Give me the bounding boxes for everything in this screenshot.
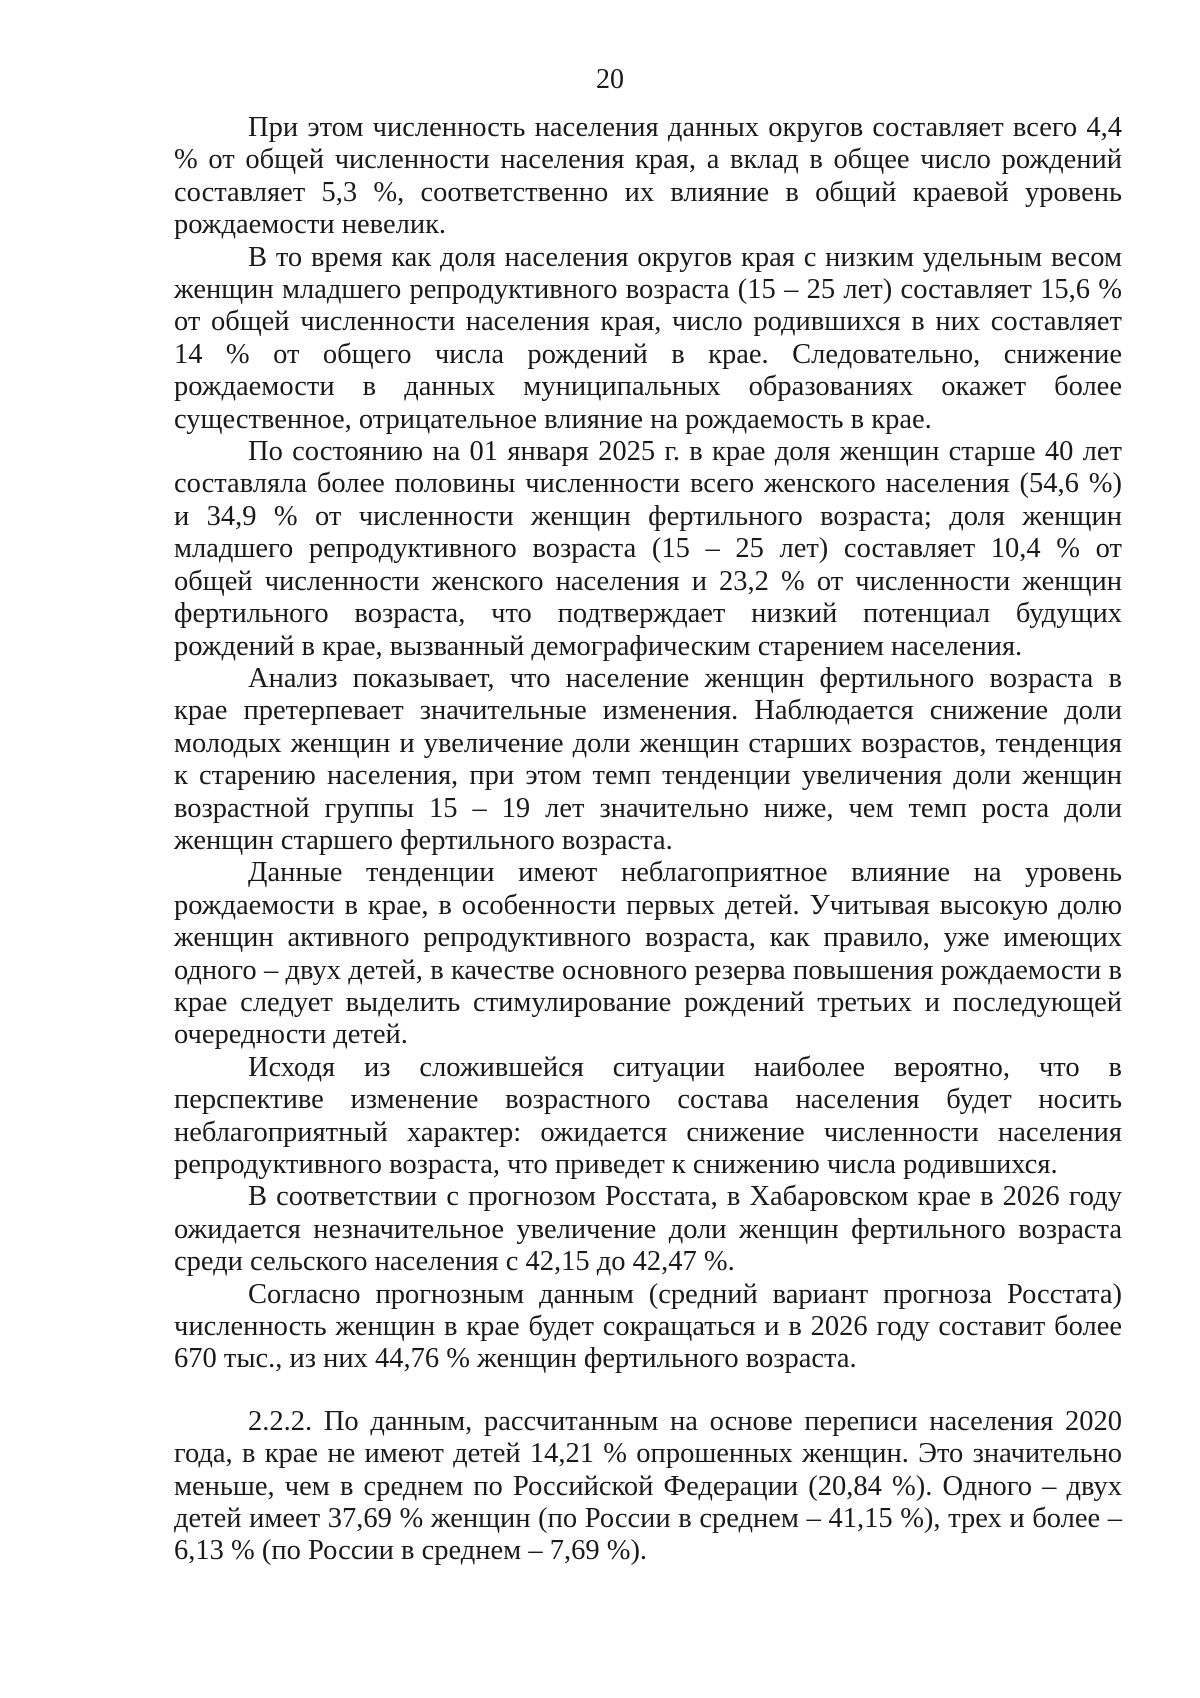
document-body [174, 112, 1122, 1568]
paragraph-3: По состоянию на 01 января 2025 г. в крае доля женщин старше 40 лет составляла более половины численности всего женского населения (54,6 %) и 34,9 % от численности женщин фертильного возраста; доля женщин младшего репродуктивного возраста (15 – 25 лет) составляет 10,4 % от общей численности женского населения и 23,2 % от численности женщин фертильного возраста, что подтверждает низкий потенциал будущих рождений в крае, вызванный демографическим старением населения. [174, 436, 1122, 662]
paragraph-8: Согласно прогнозным данным (средний вариант прогноза Росстата) численность женщин в крае будет сокращаться и в 2026 году составит более 670 тыс., из них 44,76 % женщин фертильного возраста. [174, 1278, 1122, 1375]
paragraph-2: В то время как доля населения округов края с низким удельным весом женщин младшего репродуктивного возраста (15 – 25 лет) составляет 15,6 % от общей численности населения края, число родившихся в них составляет 14 % от общего числа рождений в крае. Следовательно, снижение рождаемости в данных муниципальных образованиях окажет более существенное, отрицательное влияние на рождаемость в крае. [174, 241, 1122, 435]
paragraph-1: При этом численность населения данных округов составляет всего 4,4 % от общей численности населения края, а вклад в общее число рождений составляет 5,3 %, соответственно их влияние в общий краевой уровень рождаемости невелик. [174, 112, 1122, 241]
paragraph-6: Исходя из сложившейся ситуации наиболее вероятно, что в перспективе изменение возрастного состава населения будет носить неблагоприятный характер: ожидается снижение численности населения репродуктивного возраста, что приведет к снижению числа родившихся. [174, 1051, 1122, 1180]
section-paragraph-2-2-2: 2.2.2. По данным, рассчитанным на основе переписи населения 2020 года, в крае не имеют детей 14,21 % опрошенных женщин. Это значительно меньше, чем в среднем по Российской Федерации (20,84 %). Одного – двух детей имеет 37,69 % женщин (по России в среднем – 41,15 %), трех и более – 6,13 % (по России в среднем – 7,69 %). [174, 1405, 1122, 1567]
paragraph-7: В соответствии с прогнозом Росстата, в Хабаровском крае в 2026 году ожидается незначительное увеличение доли женщин фертильного возраста среди сельского населения с 42,15 до 42,47 %. [174, 1181, 1122, 1278]
paragraph-4: Анализ показывает, что население женщин фертильного возраста в крае претерпевает значительные изменения. Наблюдается снижение доли молодых женщин и увеличение доли женщин старших возрастов, тенденция к старению населения, при этом темп тенденции увеличения доли женщин возрастной группы 15 – 19 лет значительно ниже, чем темп роста доли женщин старшего фертильного возраста. [174, 662, 1122, 856]
page-number: 20 [596, 64, 624, 95]
paragraph-5: Данные тенденции имеют неблагоприятное влияние на уровень рождаемости в крае, в особенности первых детей. Учитывая высокую долю женщин активного репродуктивного возраста, как правило, уже имеющих одного – двух детей, в качестве основного резерва повышения рождаемости в крае следует выделить стимулирование рождений третьих и последующей очередности детей. [174, 857, 1122, 1051]
